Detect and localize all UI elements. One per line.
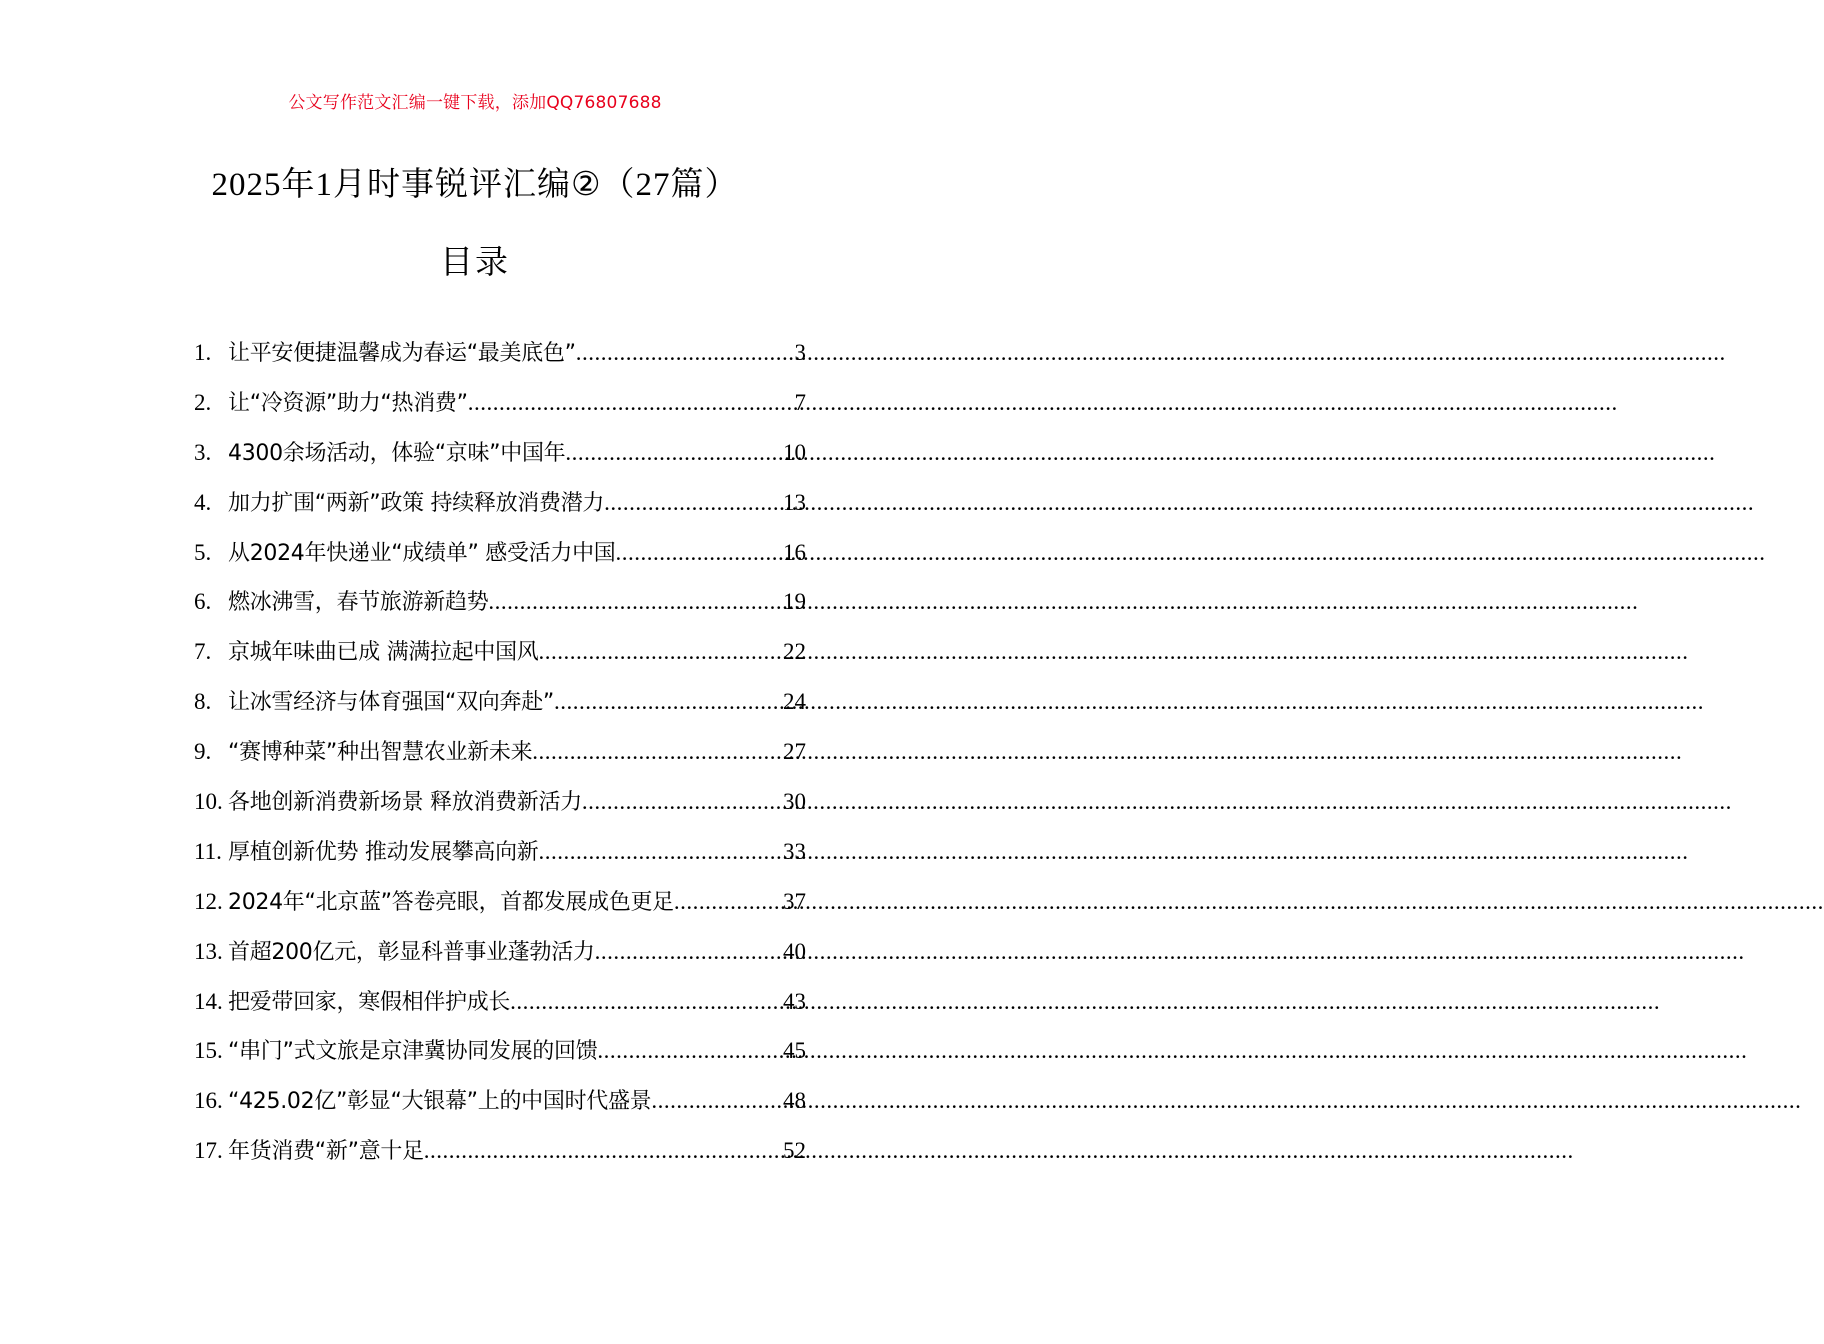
toc-dot-leader (595, 939, 783, 965)
toc-entry-number: 6. (194, 589, 212, 615)
toc-entry[interactable] (194, 935, 806, 985)
toc-dot-leader (615, 540, 783, 566)
toc-entry-title: 燃冰沸雪，春节旅游新趋势 (228, 590, 489, 616)
toc-dot-leader (554, 689, 783, 715)
toc-entry-title: 让“冷资源”助力“热消费” (228, 390, 468, 416)
toc-entry-number: 13. (194, 938, 223, 964)
toc-entry-title: 让冰雪经济与体育强国“双向奔赴” (228, 690, 554, 716)
toc-entry-title: 加力扩围“两新”政策 持续释放消费潜力 (228, 490, 605, 516)
toc-entry-number: 16. (194, 1088, 223, 1114)
toc-entry[interactable] (194, 486, 806, 536)
toc-entry-number: 12. (194, 888, 223, 914)
toc-entry-number: 15. (194, 1038, 223, 1064)
toc-heading: 目录 (440, 242, 510, 281)
toc-entry[interactable] (194, 785, 806, 835)
toc-entry-page-number: 27 (783, 739, 806, 765)
toc-entry-page-number: 48 (783, 1088, 806, 1114)
toc-entry-title: “425.02亿”彰显“大银幕”上的中国时代盛景 (228, 1089, 652, 1115)
toc-dot-leader (424, 1138, 783, 1164)
toc-entry[interactable] (194, 735, 806, 785)
toc-entry-title: 各地创新消费新场景 释放消费新活力 (228, 790, 582, 816)
toc-entry-page-number: 45 (783, 1038, 806, 1064)
toc-entry[interactable] (194, 1134, 806, 1184)
toc-dot-leader (539, 639, 784, 665)
toc-dot-leader (582, 789, 783, 815)
toc-entry[interactable] (194, 436, 806, 486)
toc-entry-page-number: 52 (783, 1138, 806, 1164)
toc-entry[interactable] (194, 1084, 806, 1134)
toc-entry-number: 17. (194, 1138, 223, 1164)
toc-entry[interactable] (194, 635, 806, 685)
toc-entry-title: 首超200亿元，彰显科普事业蓬勃活力 (228, 939, 595, 965)
toc-entry-number: 3. (194, 439, 212, 465)
toc-entry-title: 把爱带回家，寒假相伴护成长 (228, 989, 511, 1015)
toc-dot-leader (597, 1038, 783, 1064)
toc-entry-title: 从2024年快递业“成绩单” 感受活力中国 (228, 540, 616, 566)
toc-entry-number: 4. (194, 489, 212, 515)
toc-dot-leader (651, 1088, 783, 1114)
toc-entry-title: “赛博种菜”种出智慧农业新未来 (228, 740, 533, 766)
toc-entry-title: 让平安便捷温馨成为春运“最美底色” (228, 341, 576, 366)
toc-entry-number: 14. (194, 988, 223, 1014)
toc-dot-leader (539, 839, 784, 865)
toc-entry-page-number: 16 (783, 539, 806, 565)
toc-entry-page-number: 19 (783, 589, 806, 615)
toc-entry[interactable] (194, 386, 806, 436)
toc-dot-leader (468, 390, 795, 416)
toc-entry[interactable] (194, 685, 806, 735)
toc-entry-title: 厚植创新优势 推动发展攀高向新 (228, 839, 539, 865)
toc-entry[interactable] (194, 1034, 806, 1084)
toc-dot-leader (674, 889, 783, 915)
toc-entry-page-number: 24 (783, 689, 806, 715)
toc-entry-number: 7. (194, 639, 212, 665)
toc-entry-page-number: 3 (794, 340, 806, 365)
download-banner[interactable]: 公文写作范文汇编一键下载，添加QQ76807688 (288, 93, 662, 113)
toc-entry-page-number: 10 (783, 439, 806, 465)
table-of-contents (194, 336, 806, 1184)
toc-entry[interactable] (194, 585, 806, 635)
toc-entry-number: 9. (194, 739, 212, 765)
toc-entry-page-number: 40 (783, 938, 806, 964)
toc-entry-page-number: 7 (794, 389, 806, 415)
toc-dot-leader (576, 340, 795, 366)
toc-entry[interactable] (194, 835, 806, 885)
toc-dot-leader (532, 739, 783, 765)
toc-dot-leader (565, 440, 783, 466)
toc-entry[interactable] (194, 885, 806, 935)
toc-entry[interactable] (194, 336, 806, 386)
toc-entry-number: 5. (194, 539, 212, 565)
toc-entry-page-number: 43 (783, 988, 806, 1014)
toc-entry-title: “串门”式文旅是京津冀协同发展的回馈 (228, 1039, 598, 1065)
toc-dot-leader (604, 490, 783, 516)
toc-entry-number: 1. (194, 340, 212, 365)
toc-entry-title: 2024年“北京蓝”答卷亮眼，首都发展成色更足 (228, 889, 674, 915)
toc-entry-page-number: 22 (783, 639, 806, 665)
toc-entry-title: 年货消费“新”意十足 (228, 1139, 424, 1165)
toc-entry-page-number: 33 (783, 838, 806, 864)
toc-entry-title: 京城年味曲已成 满满拉起中国风 (228, 640, 539, 666)
toc-entry[interactable] (194, 536, 806, 586)
toc-entry-page-number: 37 (783, 888, 806, 914)
toc-entry-number: 2. (194, 389, 212, 415)
toc-entry[interactable] (194, 985, 806, 1035)
toc-dot-leader (510, 989, 783, 1015)
toc-entry-page-number: 13 (783, 489, 806, 515)
toc-dot-leader (488, 589, 783, 615)
toc-entry-number: 8. (194, 689, 212, 715)
toc-entry-number: 10. (194, 789, 223, 815)
toc-entry-number: 11. (194, 838, 222, 864)
toc-entry-page-number: 30 (783, 789, 806, 815)
toc-entry-title: 4300余场活动，体验“京味”中国年 (228, 440, 566, 466)
document-title: 2025年1月时事锐评汇编②（27篇） (211, 167, 739, 203)
